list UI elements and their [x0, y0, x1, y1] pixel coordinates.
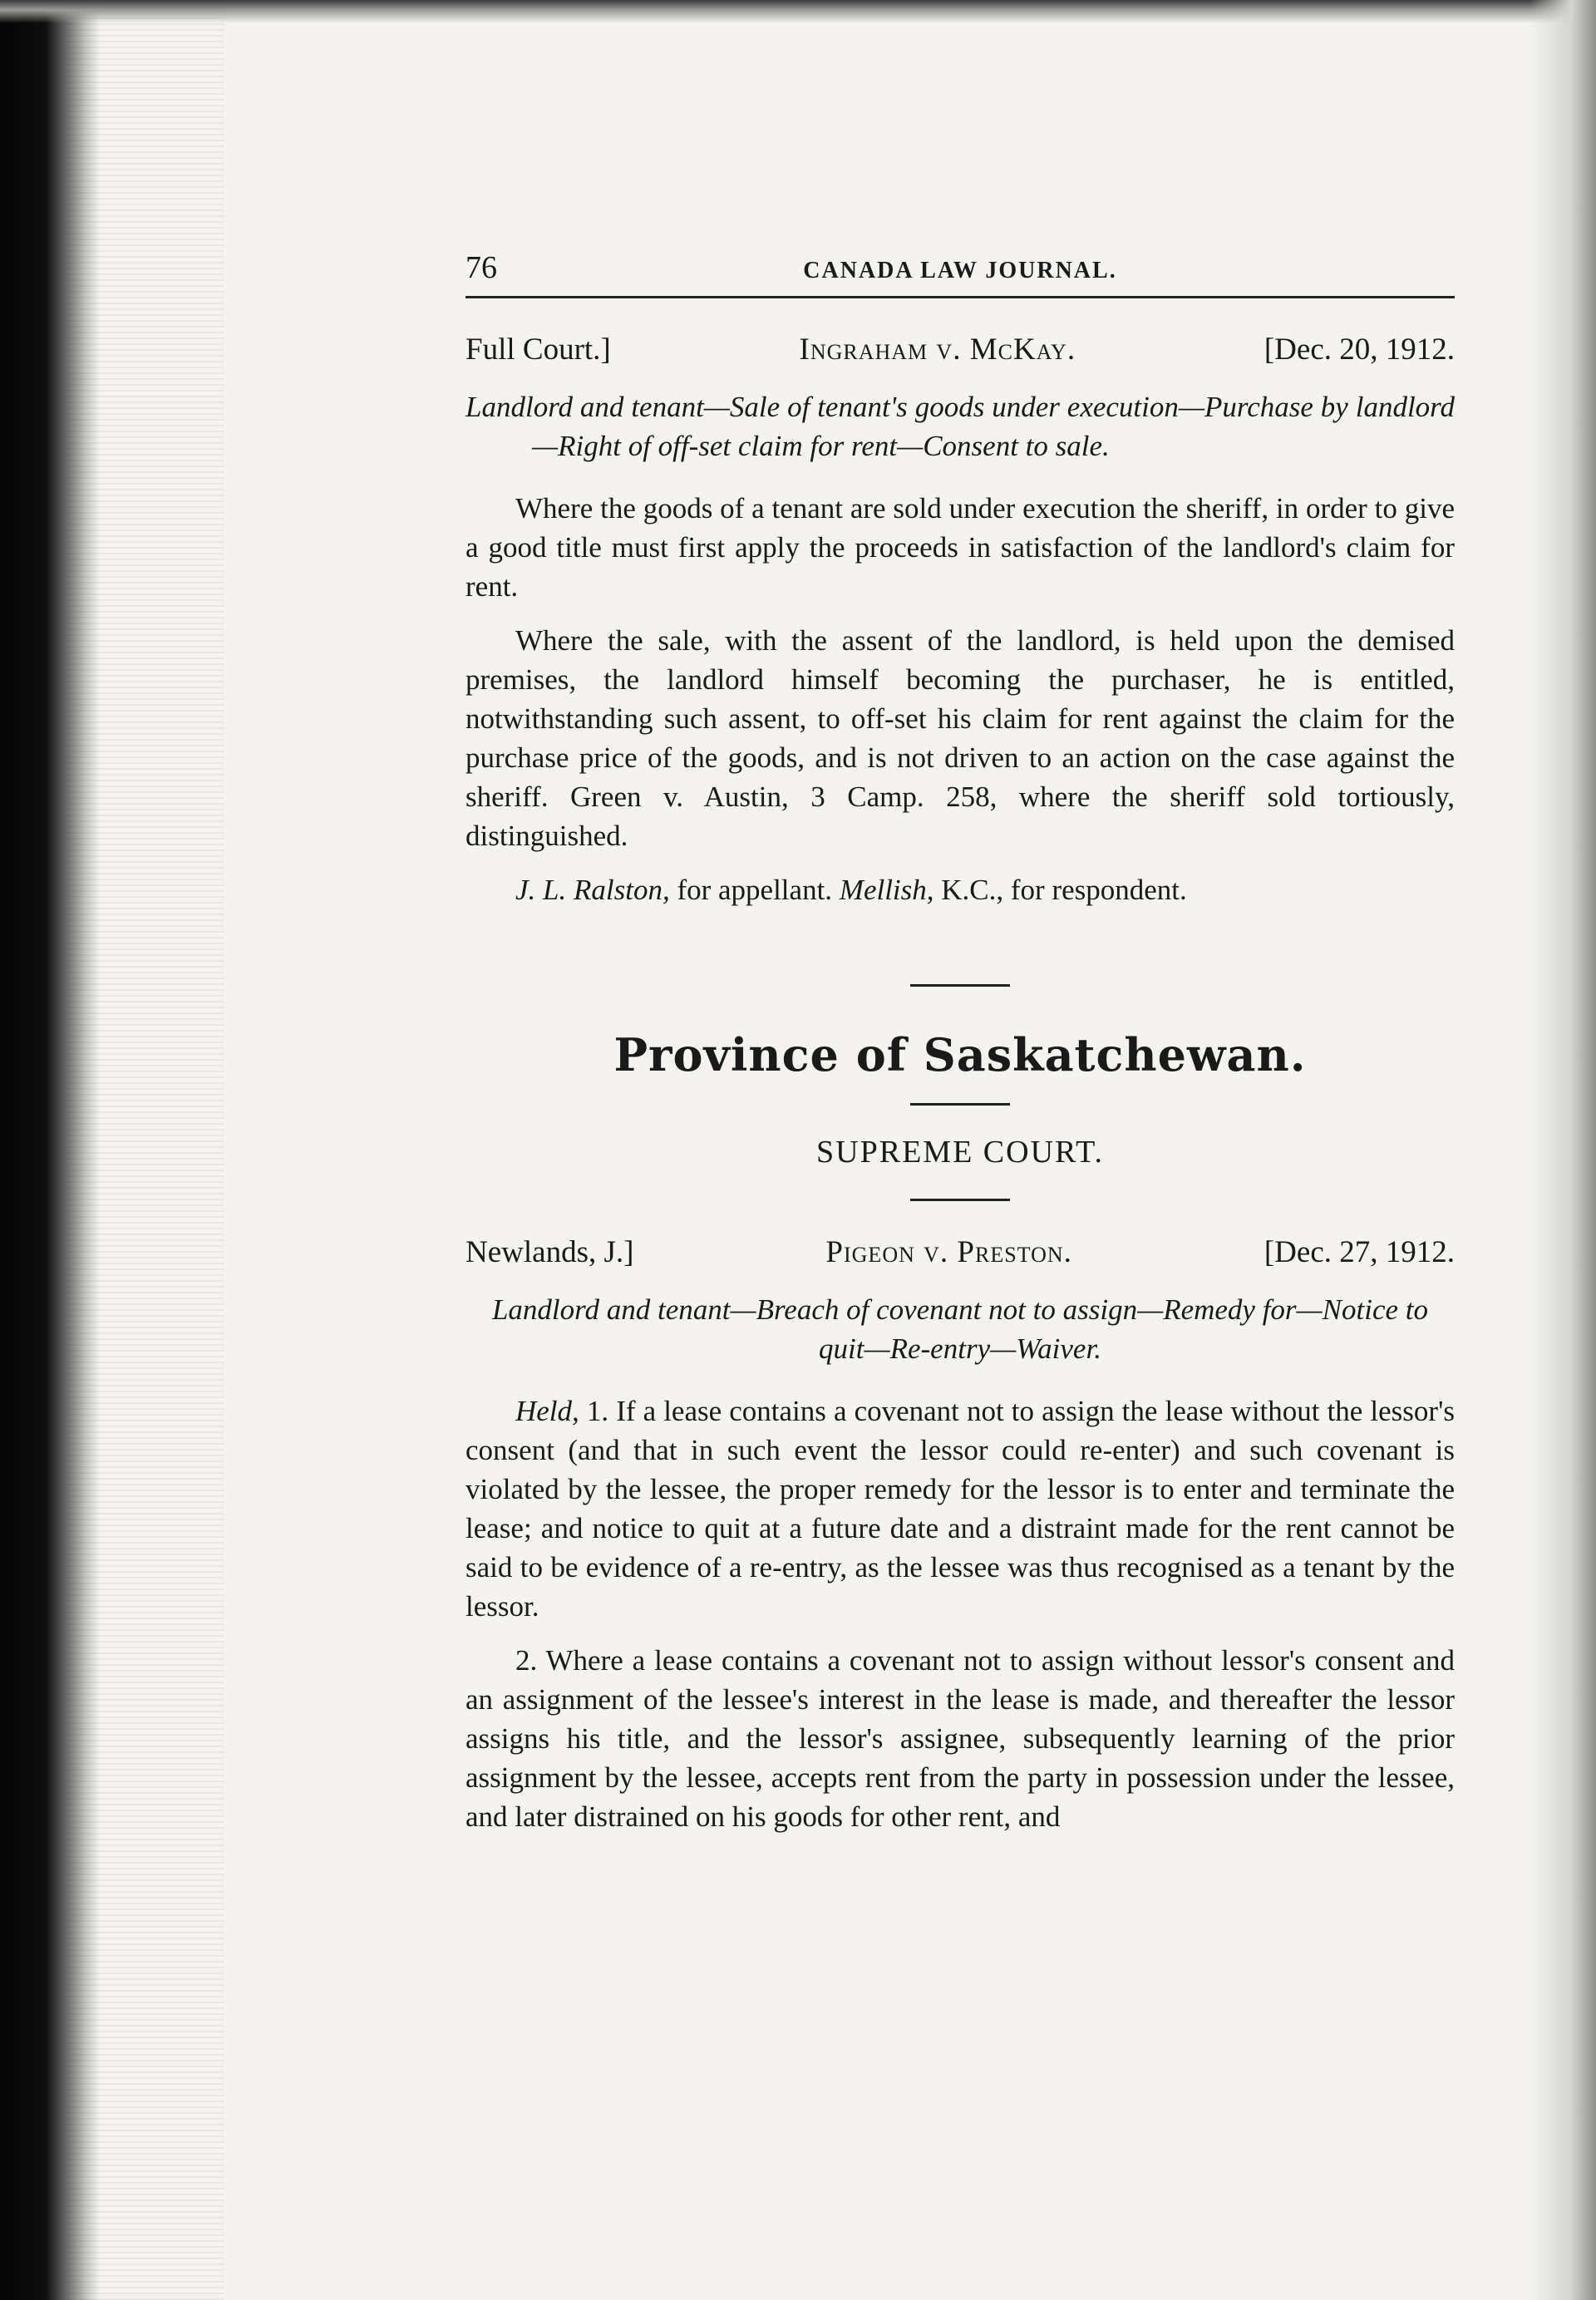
case1-caption [466, 332, 1455, 367]
respondent-counsel-text: K.C., for respondent. [933, 874, 1187, 906]
court-heading: SUPREME COURT. [816, 1135, 1104, 1170]
section-divider-3 [910, 1199, 1010, 1201]
case1-court: Full Court.] [466, 332, 611, 367]
case2-headnote: Landlord and tenant—Breach of covenant not to assign—Remedy for—Notice to quit—Re-entry—Waiver. [491, 1293, 1429, 1365]
case1-counsel [466, 870, 1455, 909]
section-divider-2 [910, 1103, 1010, 1106]
scan-gutter-noise [66, 0, 224, 2300]
scan-edge-right [1530, 0, 1596, 2300]
case1-title: Ingraham v. McKay. [799, 332, 1076, 367]
running-head [466, 249, 1455, 298]
page-number: 76 [466, 250, 497, 285]
case2-date: [Dec. 27, 1912. [1264, 1235, 1455, 1269]
province-heading: Province of Saskatchewan. [613, 1028, 1307, 1081]
scan-edge-top [0, 0, 1596, 23]
case1-headnote: Landlord and tenant—Sale of tenant's goods under execution—Purchase by landlord—Right of off-set claim for rent—Consent to sale. [466, 391, 1455, 462]
case1-paragraph-1: Where the goods of a tenant are sold under execution the sheriff, in order to give a good title must first apply the proceeds in satisfaction of the landlord's claim for rent. [466, 492, 1455, 603]
journal-page [466, 249, 1455, 1836]
case2-paragraph-1 [466, 1391, 1455, 1626]
case2-caption [466, 1234, 1455, 1270]
case2-paragraph-1-text: 1. If a lease contains a covenant not to assign the lease without the lessor's consent (and that in such event the lessor could re-enter) and such covenant is violated by the lessee, the proper remedy for the lessor is to enter and terminate the lease; and notice to quit at a future date and a distraint made for the rent cannot be said to be evidence of a re-entry, as the lessee was thus recognised as a tenant by the lessor. [466, 1395, 1455, 1623]
respondent-counsel-name: Mellish, [839, 874, 934, 906]
journal-title: CANADA LAW JOURNAL. [803, 258, 1117, 283]
appellant-counsel-name: J. L. Ralston, [515, 874, 670, 906]
case2-title: Pigeon v. Preston. [825, 1235, 1072, 1269]
appellant-counsel-text: for appellant. [669, 874, 840, 906]
case2-court: Newlands, J.] [466, 1235, 634, 1269]
case1-date: [Dec. 20, 1912. [1264, 332, 1455, 367]
section-divider-1 [910, 984, 1010, 987]
case2-paragraph-2: 2. Where a lease contains a covenant not to assign without lessor's consent and an assignment of the lessee's interest in the lease is made, and thereafter the lessor assigns his title, and the lessor's assignee, subsequently learning of the prior assignment by the lessee, accepts rent from the party in possession under the lessee, and later distrained on his goods for other rent, and [466, 1644, 1455, 1833]
case1-paragraph-2: Where the sale, with the assent of the landlord, is held upon the demised premises, the landlord himself becoming the purchaser, he is entitled, notwithstanding such assent, to off-set his claim for rent against the claim for the purchase price of the goods, and is not driven to an action on the case against the sheriff. Green v. Austin, 3 Camp. 258, where the sheriff sold tortiously, distinguished. [466, 624, 1455, 852]
held-label: Held, [515, 1395, 579, 1427]
